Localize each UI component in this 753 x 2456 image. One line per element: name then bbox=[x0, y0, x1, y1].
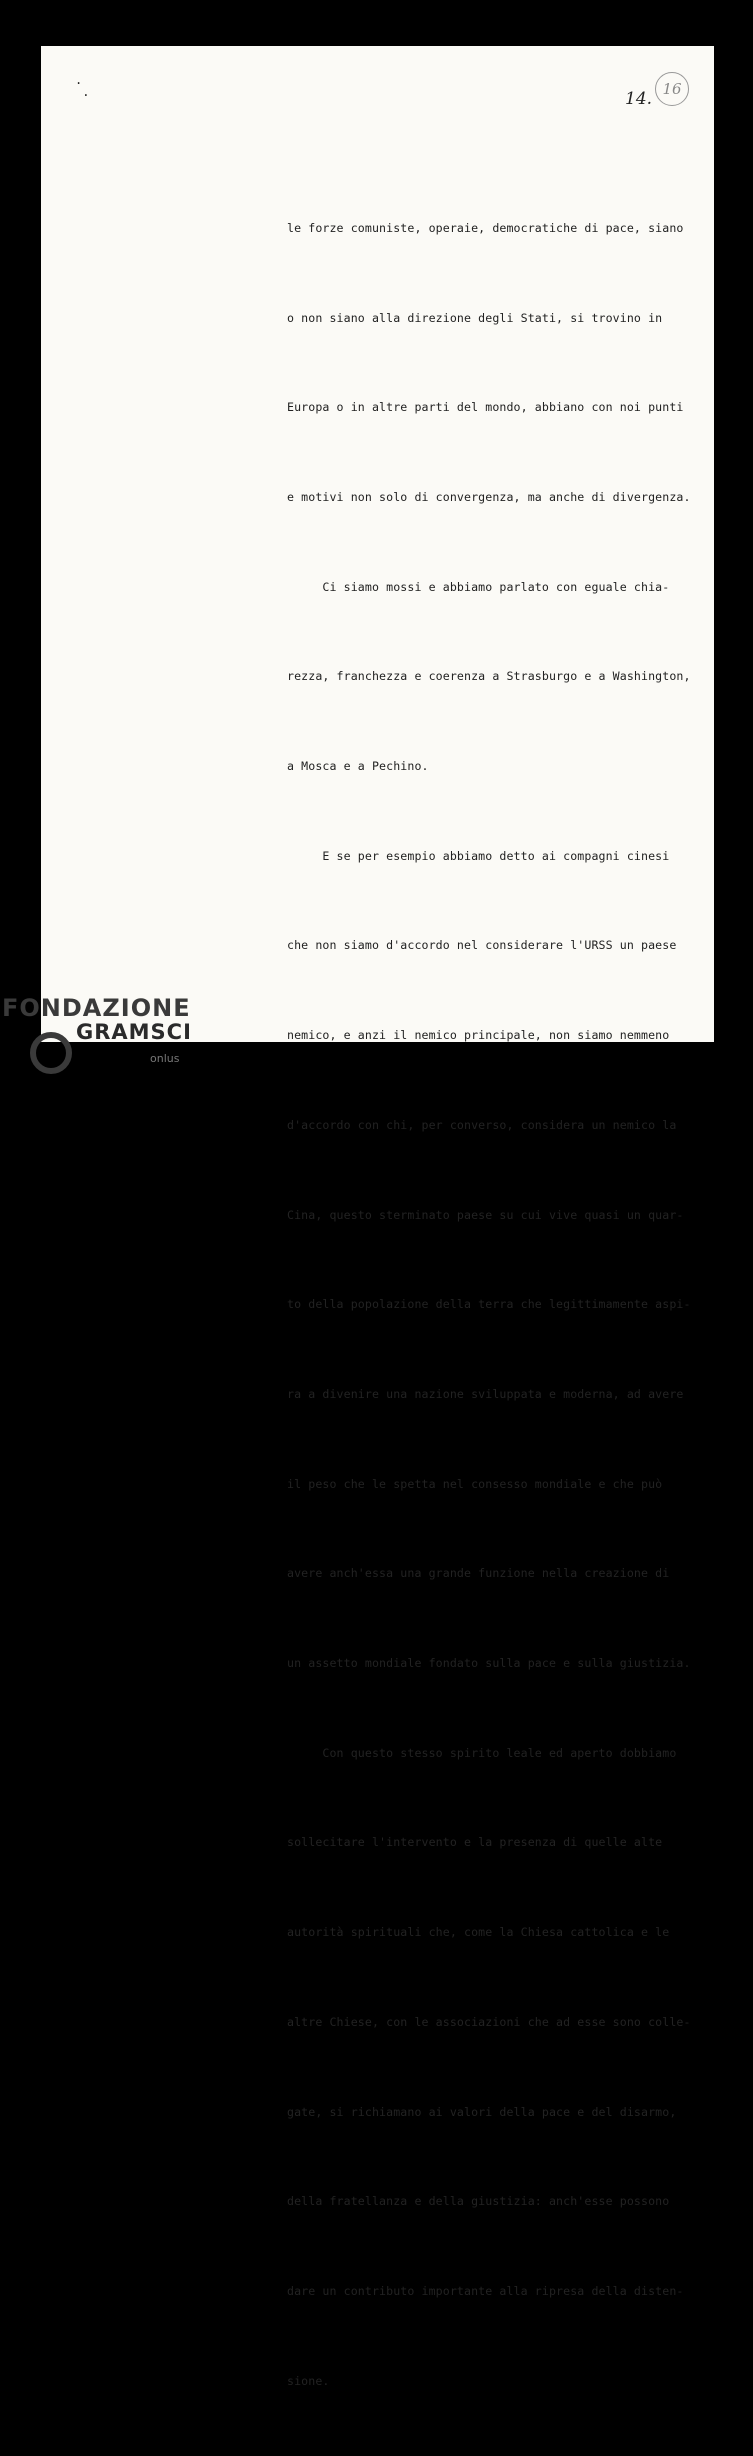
text-line: gate, si richiamano ai valori della pace e del disarmo, bbox=[287, 2104, 677, 2119]
watermark-fondazione: FONDAZIONE bbox=[2, 994, 191, 1022]
watermark-gramsci: GRAMSCI bbox=[76, 1020, 192, 1044]
text-line: della fratellanza e della giustizia: anch'esse possono bbox=[287, 2194, 670, 2209]
text-line: un assetto mondiale fondato sulla pace e sulla giustizia. bbox=[287, 1656, 691, 1671]
text-line: dare un contributo importante alla ripresa della disten- bbox=[287, 2283, 684, 2298]
text-line: Cina, questo sterminato paese su cui vive quasi un quar- bbox=[287, 1207, 684, 1222]
text-line: d'accordo con chi, per converso, considera un nemico la bbox=[287, 1117, 677, 1132]
text-line: E se per esempio abbiamo detto ai compagni cinesi bbox=[287, 848, 670, 863]
text-line: altre Chiese, con le associazioni che ad esse sono colle- bbox=[287, 2014, 691, 2029]
text-line: Ci siamo mossi e abbiamo parlato con eguale chia- bbox=[287, 579, 670, 594]
text-line: to della popolazione della terra che legittimamente aspi- bbox=[287, 1297, 691, 1312]
text-line: o non siano alla direzione degli Stati, si trovino in bbox=[287, 310, 663, 325]
text-line: sione. bbox=[287, 2373, 330, 2388]
page-number: 14. bbox=[625, 89, 653, 109]
text-line: sollecitare l'intervento e la presenza di quelle alte bbox=[287, 1835, 663, 1850]
watermark-onlus: onlus bbox=[150, 1052, 180, 1065]
text-line: Europa o in altre parti del mondo, abbiano con noi punti bbox=[287, 400, 684, 415]
text-line: a Mosca e a Pechino. bbox=[287, 759, 429, 774]
text-line: il peso che le spetta nel consesso mondiale e che può bbox=[287, 1476, 663, 1491]
typewritten-body bbox=[287, 154, 691, 2456]
text-line: e motivi non solo di convergenza, ma anche di divergenza. bbox=[287, 489, 691, 504]
gramsci-logo-icon bbox=[30, 1032, 72, 1074]
text-line: nemico, e anzi il nemico principale, non siamo nemmeno bbox=[287, 1028, 670, 1043]
text-line: avere anch'essa una grande funzione nella creazione di bbox=[287, 1566, 670, 1581]
text-line: le forze comuniste, operaie, democratiche di pace, siano bbox=[287, 220, 684, 235]
text-line: autorità spirituali che, come la Chiesa cattolica e le bbox=[287, 1925, 670, 1940]
margin-dots: . . bbox=[75, 73, 90, 99]
text-line: ra a divenire una nazione sviluppata e moderna, ad avere bbox=[287, 1386, 684, 1401]
text-line: rezza, franchezza e coerenza a Strasburgo e a Washington, bbox=[287, 669, 691, 684]
text-line: che non siamo d'accordo nel considerare l'URSS un paese bbox=[287, 938, 677, 953]
circled-archive-number: 16 bbox=[655, 72, 689, 106]
text-line: Con questo stesso spirito leale ed aperto dobbiamo bbox=[287, 1745, 677, 1760]
